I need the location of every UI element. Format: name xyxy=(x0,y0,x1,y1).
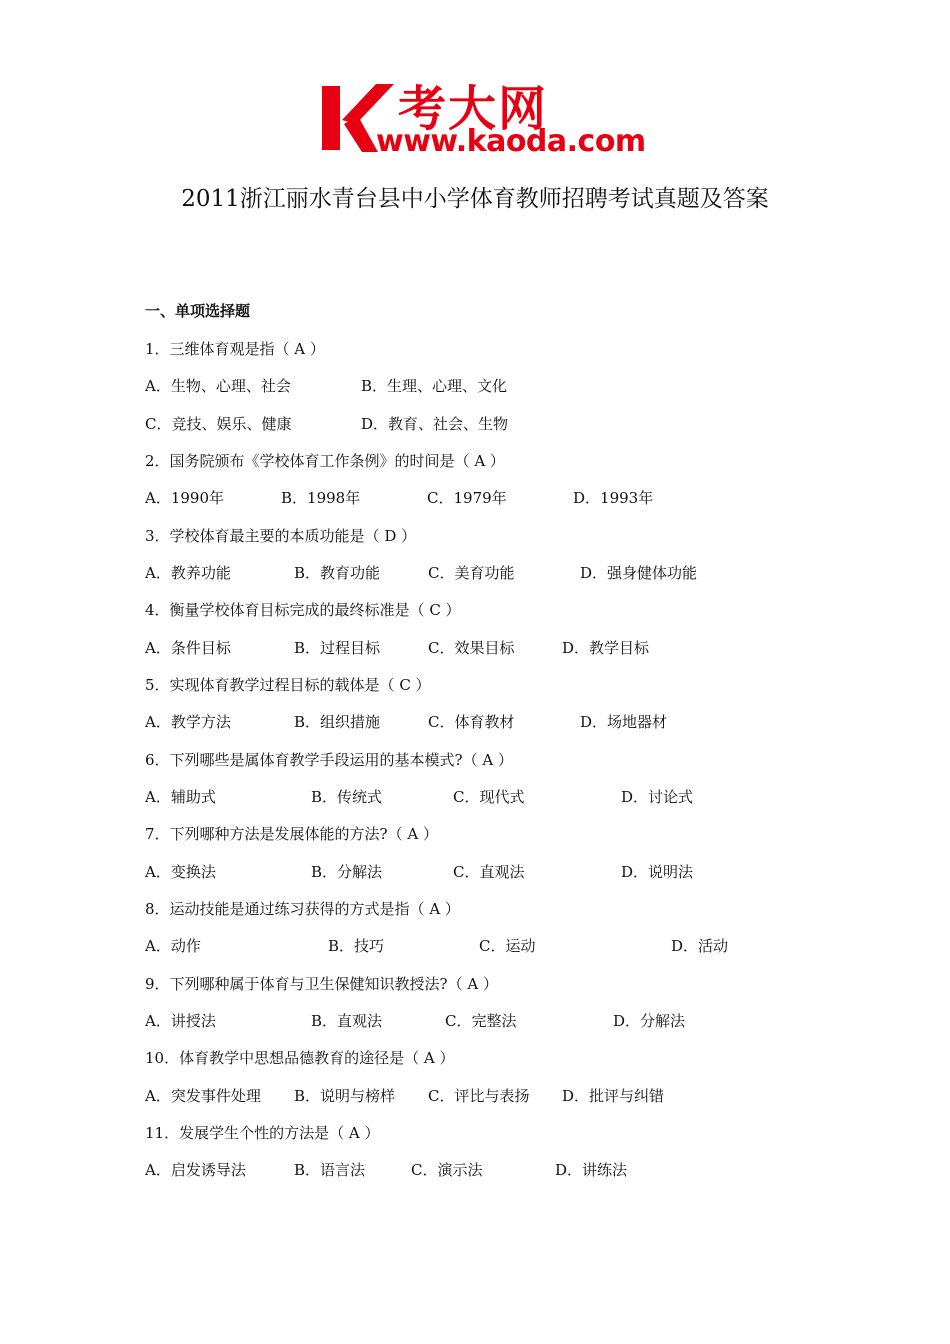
option: D．强身健体功能 xyxy=(580,564,698,582)
option: A．1990年 xyxy=(145,489,225,507)
option: B．教育功能 xyxy=(294,564,381,582)
option: B．技巧 xyxy=(328,937,385,955)
option: B．过程目标 xyxy=(294,639,381,657)
option: C．效果目标 xyxy=(428,639,515,657)
option: B．分解法 xyxy=(311,863,383,881)
question-stem: 9．下列哪种属于体育与卫生保健知识教授法?（ A ） xyxy=(145,975,498,993)
option: A．启发诱导法 xyxy=(145,1161,246,1179)
option: A．动作 xyxy=(145,937,201,955)
question-stem: 11．发展学生个性的方法是（ A ） xyxy=(145,1124,380,1142)
option: B．语言法 xyxy=(294,1161,366,1179)
question-stem: 2．国务院颁布《学校体育工作条例》的时间是（ A ） xyxy=(145,452,505,470)
option: D．分解法 xyxy=(613,1012,686,1030)
logo-url[interactable]: www.kaoda.com xyxy=(376,124,646,159)
question-stem: 3．学校体育最主要的本质功能是（ D ） xyxy=(145,527,417,545)
option: A．辅助式 xyxy=(145,788,216,806)
question-stem: 7．下列哪种方法是发展体能的方法?（ A ） xyxy=(145,825,438,843)
question-stem: 8．运动技能是通过练习获得的方式是指（ A ） xyxy=(145,900,460,918)
option: C．评比与表扬 xyxy=(428,1087,530,1105)
section-heading: 一、单项选择题 xyxy=(145,302,251,320)
question-stem: 6．下列哪些是属体育教学手段运用的基本模式?（ A ） xyxy=(145,751,513,769)
option: A．条件目标 xyxy=(145,639,231,657)
option: A．教养功能 xyxy=(145,564,231,582)
option: C．体育教材 xyxy=(428,713,515,731)
option: D．活动 xyxy=(671,937,729,955)
option: A．讲授法 xyxy=(145,1012,216,1030)
option: A．变换法 xyxy=(145,863,216,881)
option: B．组织措施 xyxy=(294,713,381,731)
option: C．竞技、娱乐、健康 xyxy=(145,415,292,433)
document-title: 2011浙江丽水青台县中小学体育教师招聘考试真题及答案 xyxy=(181,186,769,212)
logo-chinese-text: 考大网 xyxy=(398,81,549,137)
option: C．现代式 xyxy=(453,788,525,806)
option: C．直观法 xyxy=(453,863,525,881)
kaoda-logo xyxy=(318,76,646,162)
question-stem: 4．衡量学校体育目标完成的最终标准是（ C ） xyxy=(145,601,461,619)
option: C．美育功能 xyxy=(428,564,515,582)
option: D．1993年 xyxy=(573,489,654,507)
option: D．场地器材 xyxy=(580,713,668,731)
option: D．教育、社会、生物 xyxy=(361,415,509,433)
option: A．突发事件处理 xyxy=(145,1087,261,1105)
option: B．1998年 xyxy=(281,489,361,507)
question-stem: 10．体育教学中思想品德教育的途径是（ A ） xyxy=(145,1049,455,1067)
option: D．批评与纠错 xyxy=(562,1087,665,1105)
option: B．传统式 xyxy=(311,788,383,806)
option: C．1979年 xyxy=(427,489,507,507)
option: C．运动 xyxy=(479,937,536,955)
option: B．说明与榜样 xyxy=(294,1087,396,1105)
option: C．完整法 xyxy=(445,1012,517,1030)
option: D．说明法 xyxy=(621,863,694,881)
option: B．直观法 xyxy=(311,1012,383,1030)
option: D．讲练法 xyxy=(555,1161,628,1179)
option: C．演示法 xyxy=(411,1161,483,1179)
option: A．教学方法 xyxy=(145,713,231,731)
question-stem: 1．三维体育观是指（ A ） xyxy=(145,340,325,358)
option: D．教学目标 xyxy=(562,639,650,657)
option: D．讨论式 xyxy=(621,788,694,806)
option: A．生物、心理、社会 xyxy=(145,377,291,395)
question-stem: 5．实现体育教学过程目标的载体是（ C ） xyxy=(145,676,431,694)
option: B．生理、心理、文化 xyxy=(361,377,508,395)
